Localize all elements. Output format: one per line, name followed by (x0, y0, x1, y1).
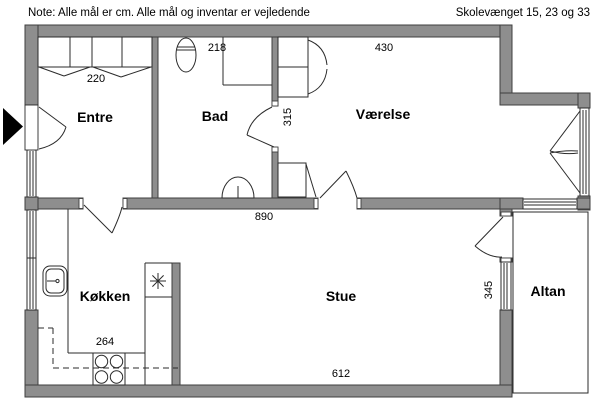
cap (501, 212, 511, 216)
bad-vaerelse-wall-upper (272, 37, 278, 106)
right-wall-upper (578, 93, 590, 108)
label-bad: Bad (201, 108, 229, 124)
bad-vaerelse-wall-lower (272, 148, 278, 198)
shower-icon (223, 37, 272, 85)
entre-kitchen-door (84, 205, 122, 233)
dishwasher-star-icon (150, 273, 166, 289)
vaerelse-altan-window (523, 199, 577, 209)
wardrobe (38, 37, 92, 67)
stue-vaerelse-door (320, 171, 357, 198)
cap (501, 258, 511, 262)
left-wall-bottom (25, 310, 38, 397)
front-door (25, 105, 66, 150)
wardrobe (278, 163, 306, 197)
label-entre: Entre (77, 109, 113, 125)
dim-stue-depth: 345 (483, 280, 495, 300)
top-wall (25, 25, 512, 37)
cap (272, 101, 278, 106)
bottom-wall (25, 385, 512, 397)
mid-wall-c (357, 198, 500, 209)
doors (25, 105, 503, 257)
label-stue: Stue (325, 288, 357, 304)
kitchen-sink-icon (43, 266, 67, 296)
dim-vaerelse-width: 430 (374, 42, 394, 54)
mid-wall-d (500, 198, 523, 209)
address-text: Skolevænget 15, 23 og 33 (455, 7, 590, 19)
cap (123, 199, 127, 209)
bad-door (247, 107, 274, 147)
altan-outline (513, 212, 588, 393)
stove-icon (93, 353, 125, 385)
cap (272, 147, 278, 152)
label-altan: Altan (530, 283, 566, 299)
mid-wall-e (577, 198, 590, 209)
dim-bad-width: 218 (207, 42, 227, 54)
left-wall-top (25, 25, 38, 105)
dim-koekken-width: 264 (95, 336, 115, 348)
bath-sink-icon (222, 177, 254, 198)
entre-bad-wall (152, 37, 158, 198)
dim-total-width: 890 (254, 211, 274, 223)
toilet-icon (176, 38, 196, 72)
stue-altan-door (475, 217, 503, 257)
kitchen-stue-wall (172, 263, 180, 385)
cap (314, 199, 318, 209)
left-wall-mid (25, 197, 38, 210)
entre-window (27, 150, 36, 197)
top-right-wall (500, 93, 590, 105)
vaerelse-french-door (550, 108, 589, 196)
label-vaerelse: Værelse (355, 106, 411, 122)
cap (357, 199, 361, 209)
dim-entre-width: 220 (86, 73, 106, 85)
mid-wall-a (38, 198, 83, 209)
note-text: Note: Alle mål er cm. Alle mål og inventar er vejledende (28, 7, 310, 19)
stue-altan-window (501, 262, 511, 310)
cap (79, 199, 83, 209)
entrance-arrow-icon (3, 108, 23, 145)
entre-wardrobes (38, 37, 152, 77)
altan-wall-bottom (500, 310, 512, 385)
kitchen-window (27, 210, 36, 310)
dim-vaerelse-depth: 315 (282, 107, 294, 127)
dim-stue-width: 612 (331, 368, 351, 380)
label-koekken: Køkken (79, 288, 131, 304)
mid-wall-b (123, 198, 318, 209)
